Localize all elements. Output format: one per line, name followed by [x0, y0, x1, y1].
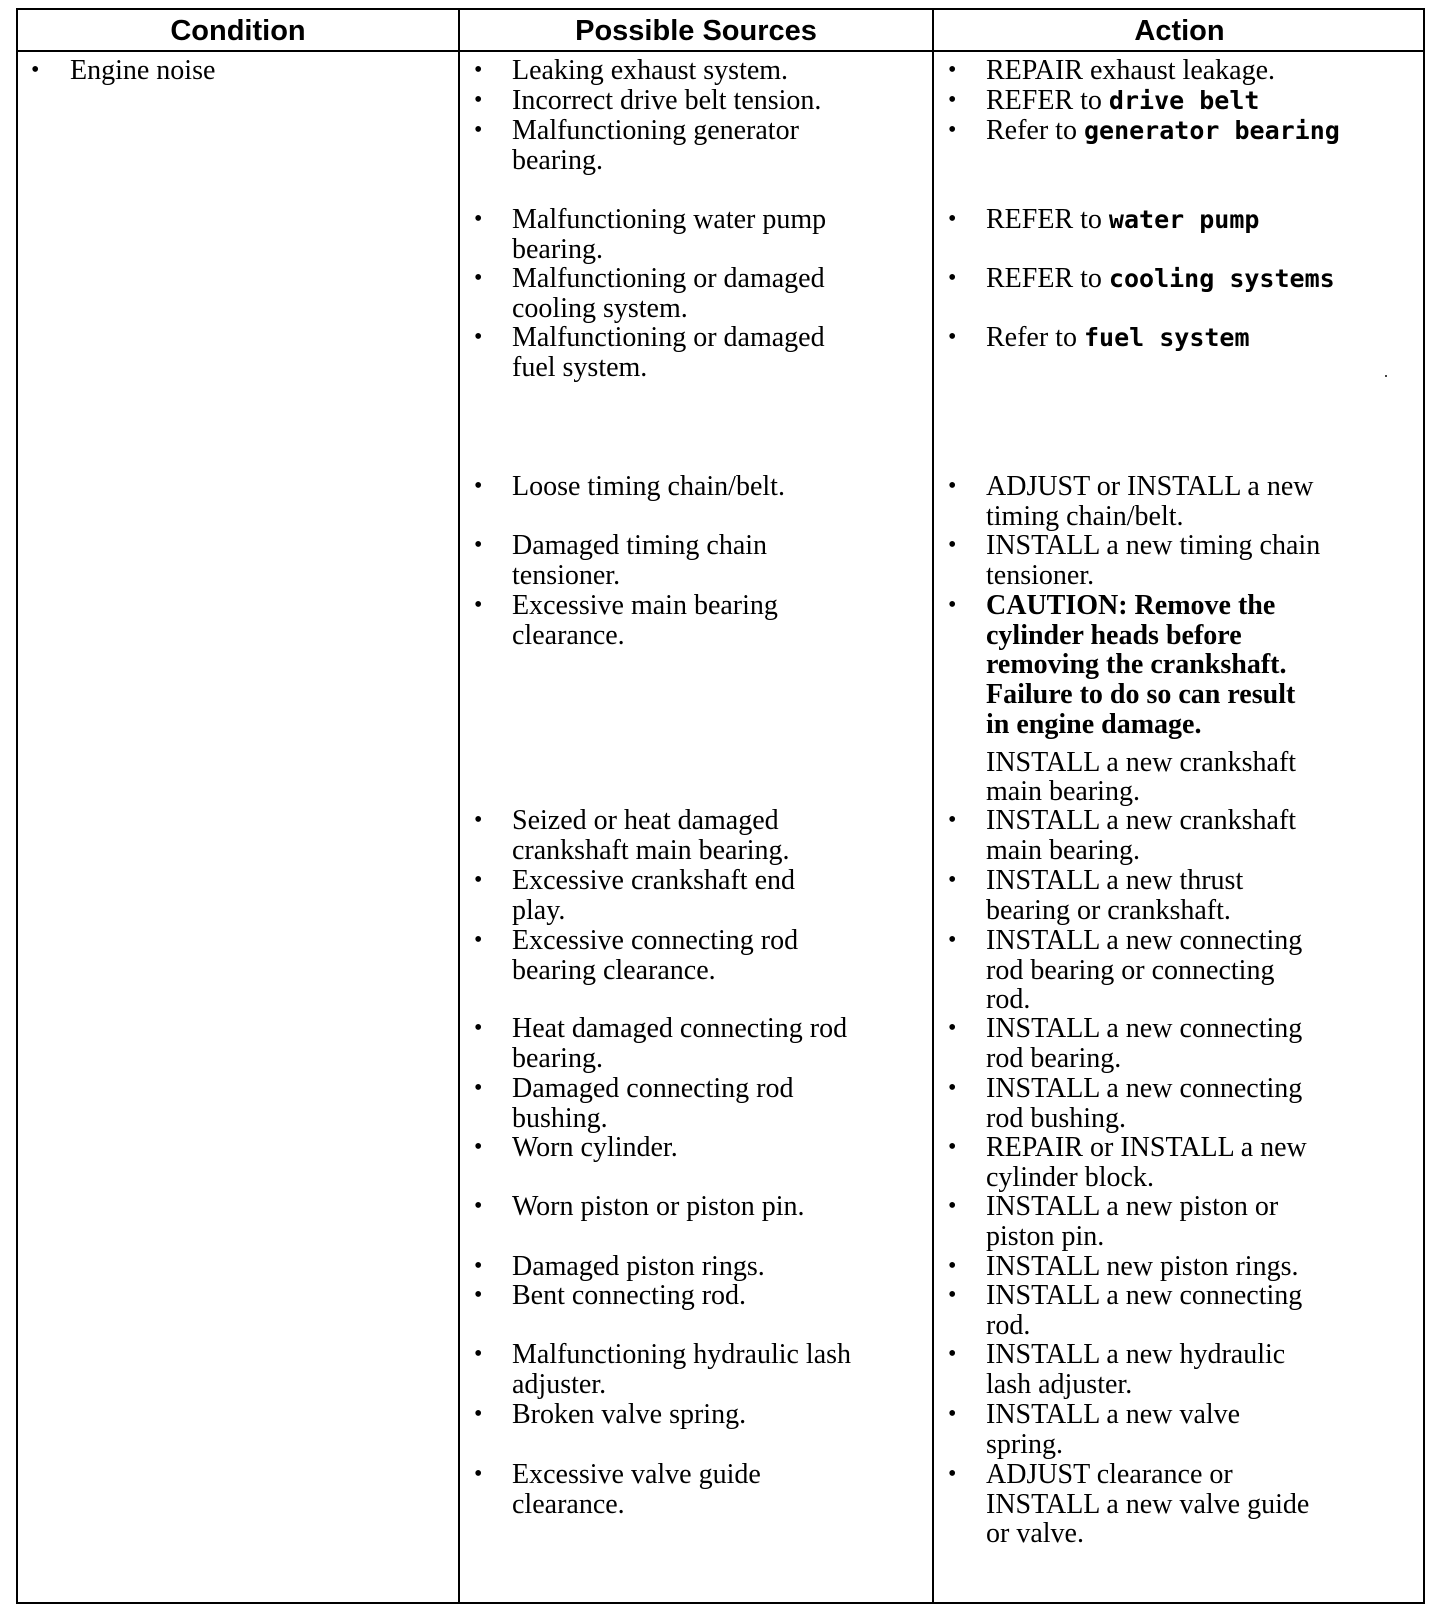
- action-line: INSTALL a new hydraulic: [986, 1339, 1286, 1370]
- source-line: Malfunctioning generator: [512, 115, 799, 146]
- source-line: Malfunctioning water pump: [512, 204, 827, 235]
- condition-text: Engine noise: [70, 55, 216, 86]
- source-line: Broken valve spring.: [512, 1399, 747, 1430]
- bullet-icon: •: [948, 1341, 957, 1367]
- action-line: INSTALL a new thrust: [986, 865, 1244, 896]
- action-line: INSTALL a new connecting: [986, 1013, 1303, 1044]
- reference-link[interactable]: water pump: [1108, 205, 1260, 234]
- source-line: bushing.: [512, 1102, 608, 1134]
- bullet-icon: •: [948, 117, 957, 143]
- action-line: INSTALL a new connecting: [986, 925, 1303, 956]
- bullet-icon: •: [948, 927, 957, 953]
- bullet-icon: •: [474, 265, 483, 291]
- bullet-icon: •: [948, 1461, 957, 1487]
- reference-link[interactable]: fuel system: [1083, 323, 1250, 352]
- reference-prefix: REFER to: [986, 263, 1109, 294]
- action-line: INSTALL a new valve: [986, 1399, 1241, 1430]
- bullet-icon: •: [474, 867, 483, 893]
- bullet-icon: •: [948, 1193, 957, 1219]
- source-line: Excessive connecting rod: [512, 925, 799, 956]
- action-line: rod bearing or connecting: [986, 954, 1275, 986]
- source-line: Worn piston or piston pin.: [512, 1191, 805, 1222]
- source-line: Malfunctioning or damaged: [512, 322, 825, 353]
- source-line: crankshaft main bearing.: [512, 834, 790, 866]
- reference-prefix: Refer to: [986, 115, 1084, 146]
- caution-line: removing the crankshaft.: [986, 649, 1287, 681]
- action-line: main bearing.: [986, 776, 1140, 808]
- bullet-icon: •: [474, 927, 483, 953]
- source-line: tensioner.: [512, 559, 621, 591]
- bullet-icon: •: [474, 592, 483, 618]
- bullet-icon: •: [474, 1282, 483, 1308]
- action-reference: [986, 263, 1335, 294]
- action-line: INSTALL a new connecting: [986, 1073, 1303, 1104]
- action-line: rod.: [986, 1309, 1031, 1341]
- source-line: Incorrect drive belt tension.: [512, 85, 822, 116]
- bullet-icon: •: [948, 206, 957, 232]
- source-line: Excessive valve guide: [512, 1459, 761, 1490]
- bullet-icon: •: [948, 1282, 957, 1308]
- bullet-icon: •: [474, 532, 483, 558]
- bullet-icon: •: [474, 1461, 483, 1487]
- bullet-icon: •: [948, 1015, 957, 1041]
- source-line: Damaged piston rings.: [512, 1251, 765, 1282]
- bullet-icon: •: [474, 57, 483, 83]
- stray-mark: [1385, 375, 1387, 377]
- source-line: Damaged connecting rod: [512, 1073, 794, 1104]
- header-possible-sources: Possible Sources: [575, 15, 817, 47]
- action-line: REPAIR or INSTALL a new: [986, 1132, 1307, 1163]
- bullet-icon: •: [474, 87, 483, 113]
- bullet-icon: •: [948, 1401, 957, 1427]
- bullet-icon: •: [474, 117, 483, 143]
- reference-link[interactable]: drive belt: [1108, 86, 1260, 115]
- source-line: bearing.: [512, 1042, 603, 1074]
- caution-line: in engine damage.: [986, 708, 1202, 740]
- caution-line: CAUTION: Remove the: [986, 590, 1276, 621]
- bullet-icon: •: [474, 206, 483, 232]
- action-line: cylinder block.: [986, 1161, 1154, 1193]
- source-line: Loose timing chain/belt.: [512, 471, 785, 502]
- bullet-icon: •: [948, 532, 957, 558]
- source-line: clearance.: [512, 1488, 625, 1520]
- action-line: tensioner.: [986, 559, 1095, 591]
- action-reference: [986, 322, 1250, 353]
- source-line: Malfunctioning hydraulic lash: [512, 1339, 852, 1370]
- action-line: INSTALL a new connecting: [986, 1280, 1303, 1311]
- action-line: rod.: [986, 984, 1031, 1016]
- bullet-icon: •: [474, 1075, 483, 1101]
- bullet-icon: •: [948, 57, 957, 83]
- action-line: lash adjuster.: [986, 1368, 1133, 1400]
- action-line: or valve.: [986, 1518, 1084, 1550]
- reference-prefix: REFER to: [986, 85, 1109, 116]
- source-line: Worn cylinder.: [512, 1132, 678, 1163]
- source-line: Seized or heat damaged: [512, 805, 779, 836]
- action-line: ADJUST or INSTALL a new: [986, 471, 1314, 502]
- reference-prefix: REFER to: [986, 204, 1109, 235]
- source-line: Bent connecting rod.: [512, 1280, 747, 1311]
- source-line: Malfunctioning or damaged: [512, 263, 825, 294]
- header-condition: Condition: [170, 15, 306, 47]
- source-line: bearing clearance.: [512, 954, 716, 986]
- action-reference: [986, 85, 1259, 116]
- bullet-icon: •: [948, 473, 957, 499]
- header-action: Action: [1134, 15, 1225, 47]
- bullet-icon: •: [948, 807, 957, 833]
- source-line: Excessive crankshaft end: [512, 865, 795, 896]
- action-line: timing chain/belt.: [986, 500, 1184, 532]
- bullet-icon: •: [474, 1401, 483, 1427]
- action-line: INSTALL a new valve guide: [986, 1488, 1310, 1520]
- source-line: bearing.: [512, 233, 603, 265]
- action-line: rod bushing.: [986, 1102, 1126, 1134]
- bullet-icon: •: [948, 324, 957, 350]
- bullet-icon: •: [474, 1193, 483, 1219]
- bullet-icon: •: [474, 1253, 483, 1279]
- bullet-icon: •: [474, 324, 483, 350]
- reference-link[interactable]: cooling systems: [1108, 264, 1335, 293]
- action-reference: [986, 115, 1340, 146]
- action-line: INSTALL new piston rings.: [986, 1251, 1299, 1282]
- action-line: main bearing.: [986, 834, 1140, 866]
- bullet-icon: •: [948, 265, 957, 291]
- bullet-icon: •: [948, 1075, 957, 1101]
- source-line: Heat damaged connecting rod: [512, 1013, 848, 1044]
- reference-link[interactable]: generator bearing: [1083, 116, 1340, 145]
- bullet-icon: •: [474, 1015, 483, 1041]
- bullet-icon: •: [474, 807, 483, 833]
- column-divider: [458, 10, 460, 1602]
- action-line: ADJUST clearance or: [986, 1459, 1233, 1490]
- bullet-icon: •: [948, 592, 957, 618]
- bullet-icon: •: [948, 1253, 957, 1279]
- action-line: rod bearing.: [986, 1042, 1122, 1074]
- source-line: Damaged timing chain: [512, 530, 768, 561]
- source-line: cooling system.: [512, 292, 688, 324]
- action-line: piston pin.: [986, 1220, 1105, 1252]
- action-reference: [986, 204, 1259, 235]
- source-line: bearing.: [512, 144, 603, 176]
- action-line: INSTALL a new timing chain: [986, 530, 1321, 561]
- action-line: bearing or crankshaft.: [986, 894, 1231, 926]
- source-line: Leaking exhaust system.: [512, 55, 789, 86]
- bullet-icon: •: [31, 57, 40, 83]
- bullet-icon: •: [948, 87, 957, 113]
- source-line: adjuster.: [512, 1368, 607, 1400]
- source-line: play.: [512, 894, 566, 926]
- source-line: clearance.: [512, 619, 625, 651]
- column-divider: [932, 10, 934, 1602]
- caution-line: cylinder heads before: [986, 619, 1242, 651]
- source-line: Excessive main bearing: [512, 590, 778, 621]
- action-line: INSTALL a new crankshaft: [986, 805, 1297, 836]
- bullet-icon: •: [474, 1341, 483, 1367]
- action-line: INSTALL a new crankshaft: [986, 746, 1297, 778]
- action-line: REPAIR exhaust leakage.: [986, 55, 1276, 86]
- bullet-icon: •: [474, 1134, 483, 1160]
- action-line: INSTALL a new piston or: [986, 1191, 1279, 1222]
- bullet-icon: •: [948, 867, 957, 893]
- action-line: spring.: [986, 1428, 1063, 1460]
- bullet-icon: •: [948, 1134, 957, 1160]
- caution-line: Failure to do so can result: [986, 679, 1296, 711]
- bullet-icon: •: [474, 473, 483, 499]
- reference-prefix: Refer to: [986, 322, 1084, 353]
- source-line: fuel system.: [512, 351, 648, 383]
